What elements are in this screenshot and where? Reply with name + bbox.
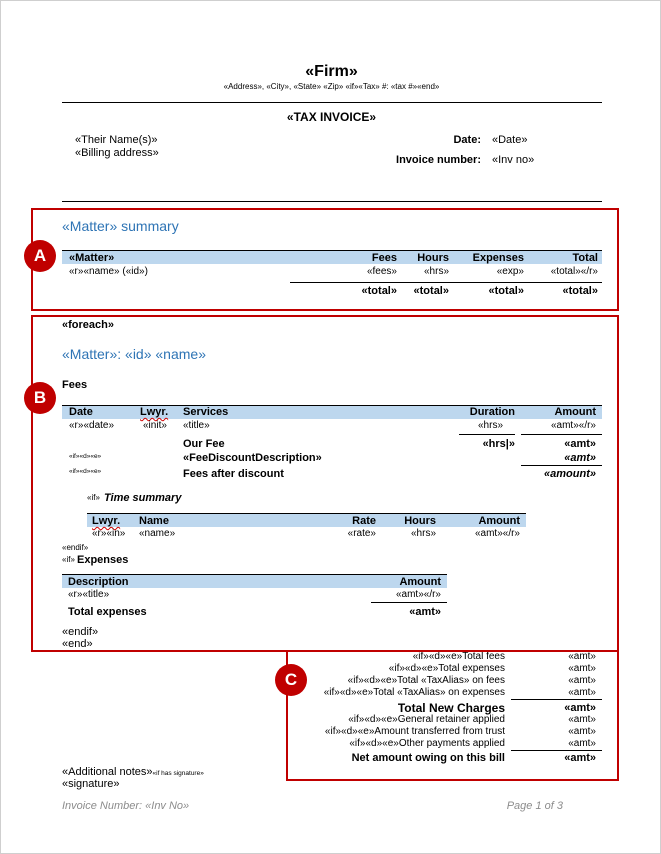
additional-notes <box>62 766 204 778</box>
trust-transfer-value: «amt» <box>568 726 596 737</box>
expenses-total-label: Total expenses <box>68 606 147 618</box>
summary-row-expenses: «exp» <box>496 266 524 277</box>
total-fees-label: «if»«d»«e»Total fees <box>412 651 505 662</box>
fees-row-title: «title» <box>183 420 210 431</box>
total-tax-fees-label: «if»«d»«e»Total «TaxAlias» on fees <box>347 675 505 686</box>
our-fee-label: Our Fee <box>183 438 225 450</box>
fees-col-duration: Duration <box>469 406 515 418</box>
net-amount-value: «amt» <box>564 752 596 764</box>
summary-col-fees: Fees <box>371 252 397 264</box>
total-expenses-label: «if»«d»«e»Total expenses <box>388 663 505 674</box>
footer-page-number: Page 1 of 3 <box>506 800 563 812</box>
signature: «signature» <box>62 778 120 790</box>
total-new-charges-label: Total New Charges <box>397 701 505 715</box>
total-new-charges-value: «amt» <box>564 702 596 714</box>
expenses-condition: «if» <box>62 555 75 564</box>
summary-total-total: «total» <box>562 285 598 297</box>
fees-col-services: Services <box>183 406 229 418</box>
trust-transfer-label: «if»«d»«e»Amount transferred from trust <box>324 726 505 737</box>
time-col-amount: Amount <box>478 515 520 527</box>
time-row-name: «name» <box>139 528 176 539</box>
summary-heading: «Matter» summary <box>62 218 179 234</box>
summary-row-name: «r»«name» («id») <box>69 266 148 277</box>
total-tax-fees-value: «amt» <box>568 675 596 686</box>
discount-amount: «amt» <box>564 452 596 464</box>
discount-condition: «if»«d»«e» <box>69 453 102 460</box>
matter-detail-heading: «Matter»: «id» «name» <box>62 346 206 362</box>
time-endif: «endif» <box>62 543 89 552</box>
time-col-hours: Hours <box>404 515 436 527</box>
fees-col-date: Date <box>69 406 93 418</box>
foreach-tag: «foreach» <box>62 319 114 331</box>
net-amount-label: Net amount owing on this bill <box>351 752 505 764</box>
expenses-total-amount: «amt» <box>409 606 441 618</box>
time-row-lawyer: «r»«in» <box>92 528 126 539</box>
expenses-row-amount: «amt»«/r» <box>395 589 441 600</box>
total-tax-expenses-value: «amt» <box>568 687 596 698</box>
time-row-amount: «amt»«/r» <box>474 528 520 539</box>
badge-a: A <box>24 240 56 272</box>
invoice-number-value: «Inv no» <box>492 154 535 166</box>
other-payments-value: «amt» <box>568 738 596 749</box>
expenses-col-description: Description <box>68 576 129 588</box>
expenses-row-title: «r»«title» <box>68 589 110 600</box>
foreach-end: «end» <box>62 638 93 650</box>
billing-address: «Billing address» <box>75 147 159 159</box>
summary-row-total: «total»«/r» <box>550 266 598 277</box>
additional-notes-text: «Additional notes» <box>62 766 153 778</box>
invoice-number-label: Invoice number: <box>396 154 481 166</box>
our-fee-hours: «hrs|» <box>482 438 515 450</box>
summary-row-fees: «fees» <box>366 266 397 277</box>
fees-row-lawyer: «init» <box>143 420 167 431</box>
badge-c: C <box>275 664 307 696</box>
total-tax-expenses-label: «if»«d»«e»Total «TaxAlias» on expenses <box>323 687 505 698</box>
expenses-label: Expenses <box>77 554 129 566</box>
section-a-outline <box>31 208 619 311</box>
fees-label: Fees <box>62 379 88 391</box>
fees-row-hours: «hrs» <box>477 420 503 431</box>
summary-total-expenses: «total» <box>488 285 524 297</box>
discount-description: «FeeDiscountDescription» <box>183 452 322 464</box>
expenses-col-amount: Amount <box>399 576 441 588</box>
after-discount-label: Fees after discount <box>183 468 284 480</box>
header-rule <box>62 102 602 103</box>
doc-title: «TAX INVOICE» <box>286 110 377 124</box>
retainer-label: «if»«d»«e»General retainer applied <box>348 714 505 725</box>
header-bottom-rule <box>62 201 602 202</box>
fees-row-amount: «amt»«/r» <box>550 420 596 431</box>
expenses-endif: «endif» <box>62 626 99 638</box>
badge-b: B <box>24 382 56 414</box>
time-col-lawyer: Lwyr. <box>92 515 121 527</box>
fees-row-date: «r»«date» <box>69 420 115 431</box>
summary-total-hours: «total» <box>413 285 449 297</box>
total-fees-value: «amt» <box>568 651 596 662</box>
firm-name: «Firm» <box>305 63 358 80</box>
summary-col-hours: Hours <box>417 252 449 264</box>
time-summary-label: Time summary <box>104 492 182 504</box>
section-c-outline <box>286 650 619 781</box>
time-col-name: Name <box>139 515 169 527</box>
section-b-outline <box>31 315 619 652</box>
retainer-value: «amt» <box>568 714 596 725</box>
date-value: «Date» <box>492 134 528 146</box>
fees-col-lawyer: Lwyr. <box>140 406 169 418</box>
time-summary-condition: «if» <box>87 493 100 502</box>
summary-col-matter: «Matter» <box>69 252 115 264</box>
summary-col-total: Total <box>572 252 598 264</box>
after-discount-amount: «amount» <box>544 468 596 480</box>
time-row-hours: «hrs» <box>410 528 436 539</box>
summary-total-fees: «total» <box>361 285 397 297</box>
our-fee-amount: «amt» <box>564 438 596 450</box>
time-row-rate: «rate» <box>347 528 376 539</box>
fees-col-amount: Amount <box>554 406 596 418</box>
summary-row-hours: «hrs» <box>423 266 449 277</box>
total-expenses-value: «amt» <box>568 663 596 674</box>
firm-address: «Address», «City», «State» «Zip» «if»«Tax» #: «tax #»«end» <box>223 82 440 91</box>
summary-col-expenses: Expenses <box>472 252 524 264</box>
time-col-rate: Rate <box>352 515 376 527</box>
after-discount-condition: «if»«d»«e» <box>69 468 102 475</box>
date-label: Date: <box>453 134 481 146</box>
footer-invoice-number: Invoice Number: «Inv No» <box>62 800 190 812</box>
client-name: «Their Name(s)» <box>75 134 158 146</box>
signature-condition: «if has signature» <box>152 770 204 777</box>
other-payments-label: «if»«d»«e»Other payments applied <box>349 738 505 749</box>
